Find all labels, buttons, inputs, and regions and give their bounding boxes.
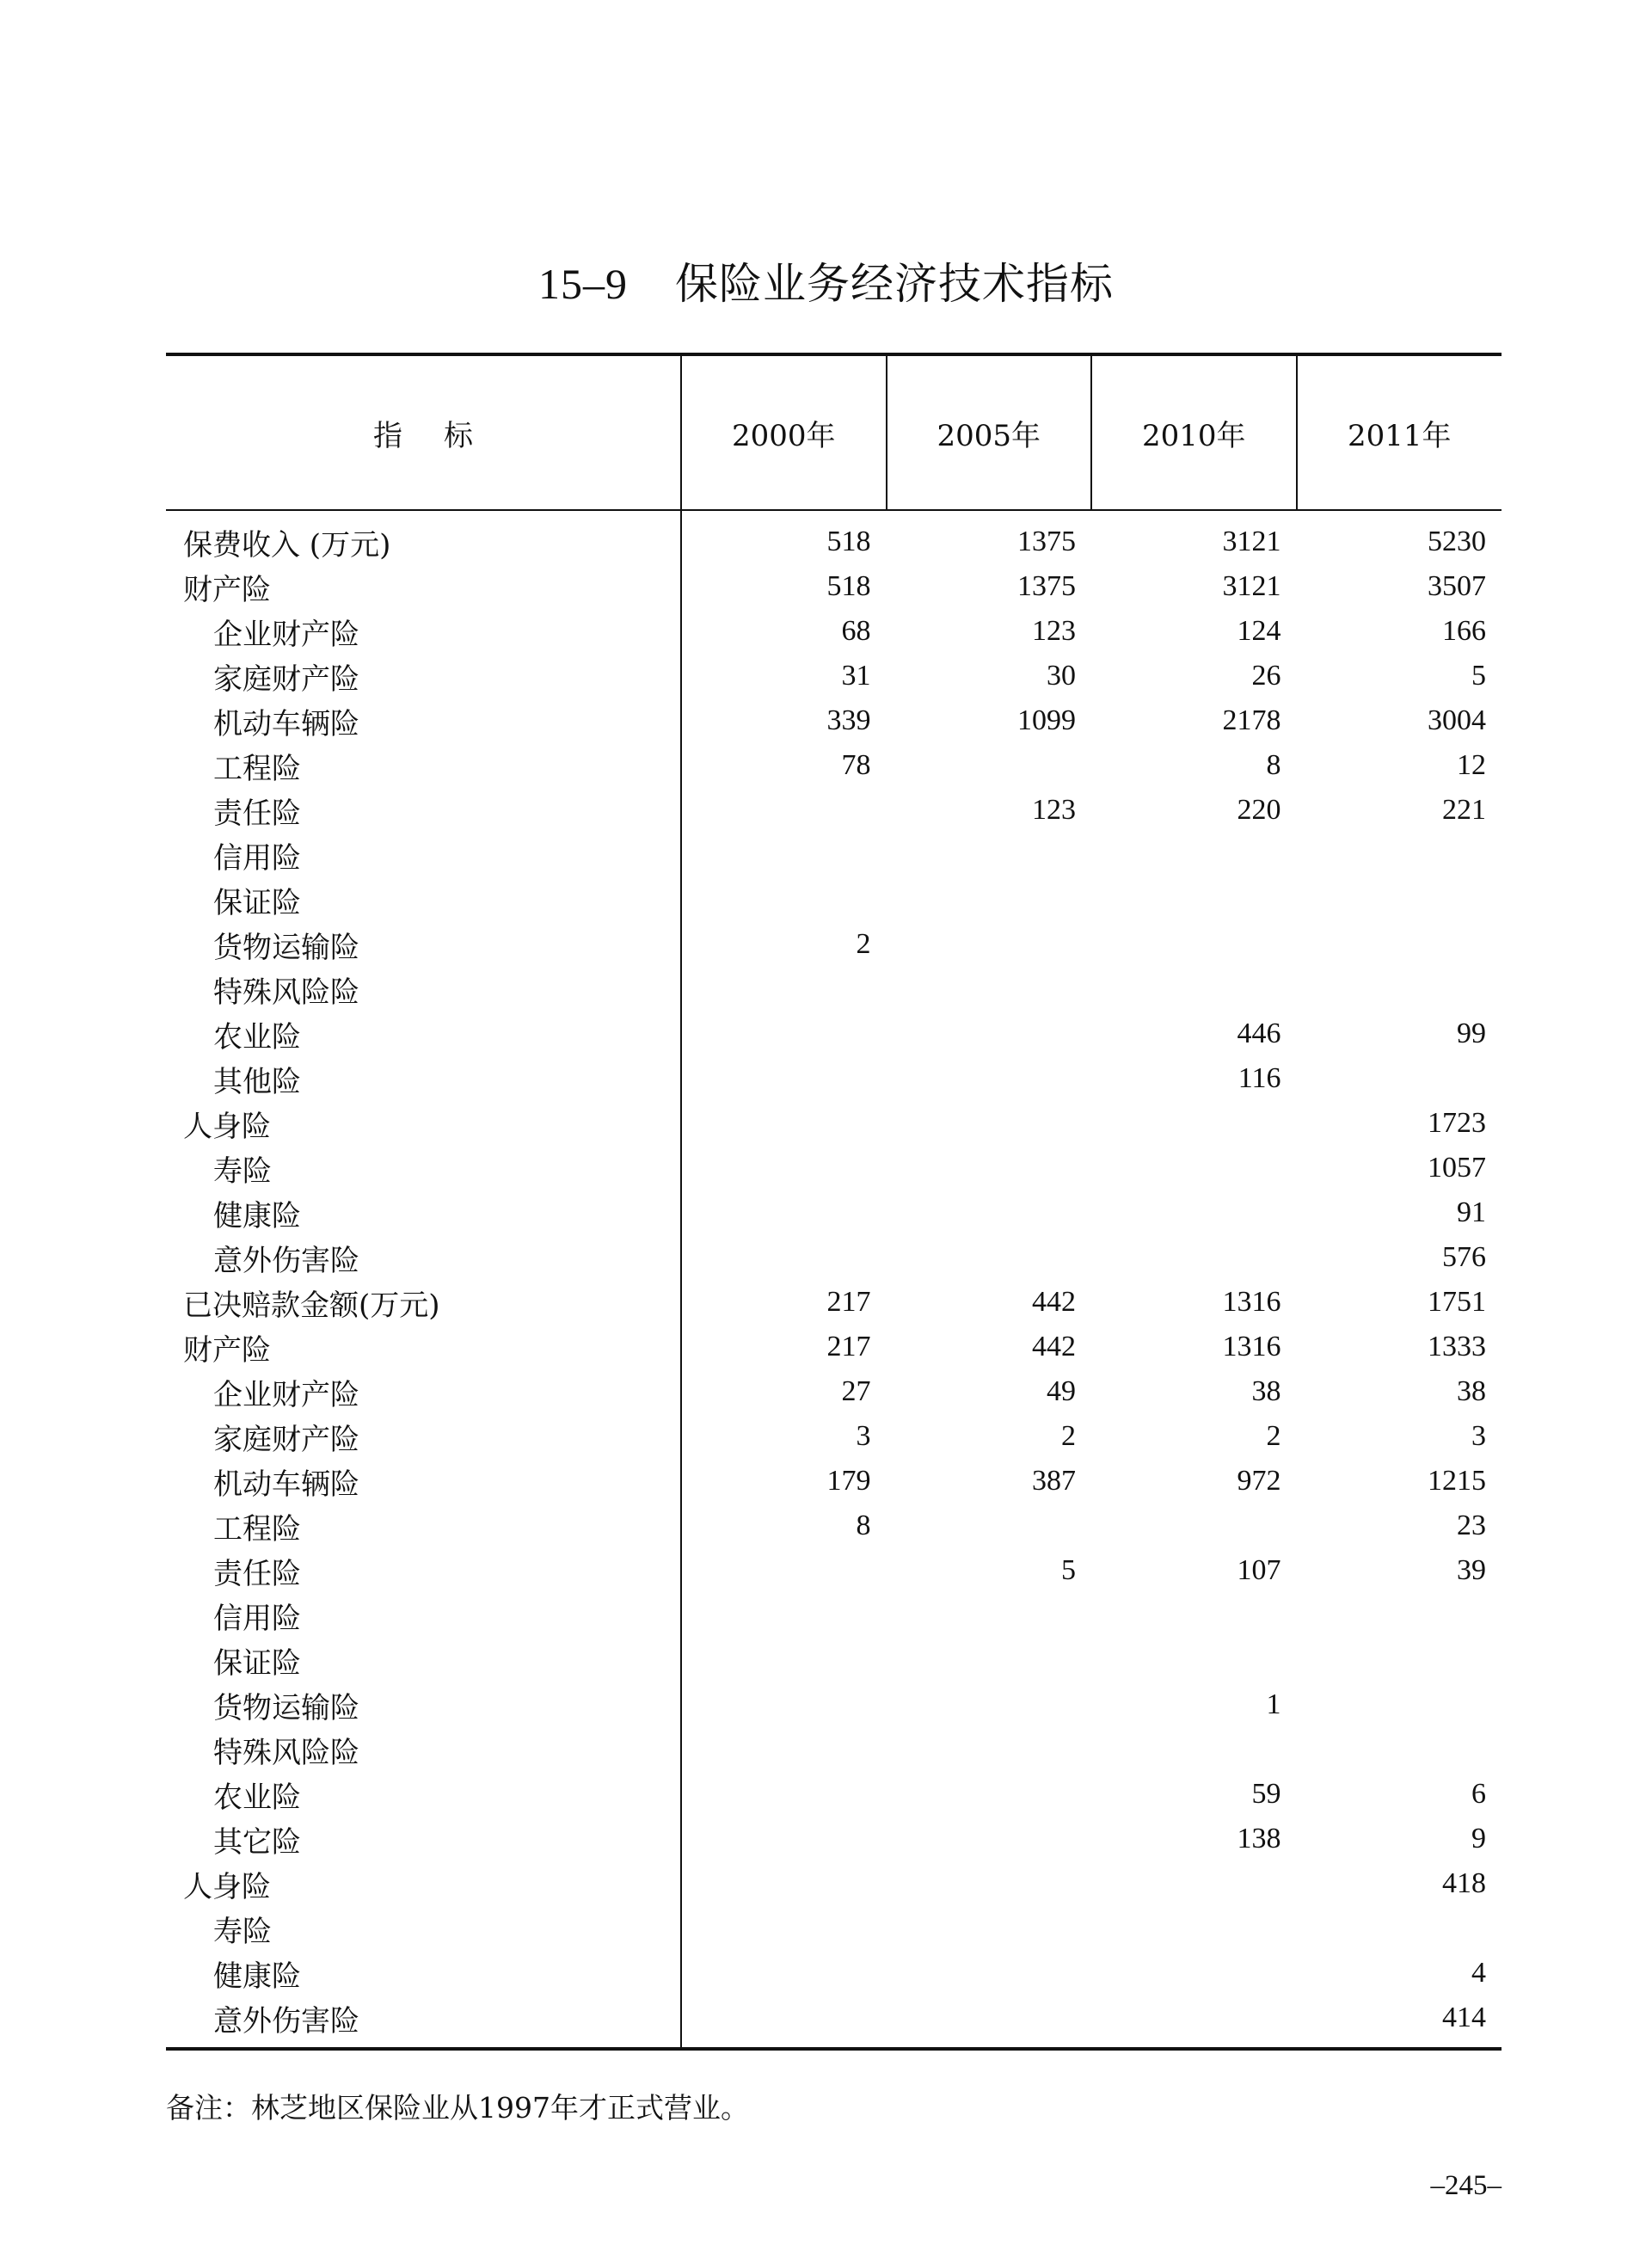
table-cell: [681, 1548, 887, 1593]
table-cell: [887, 1593, 1092, 1638]
table-cell: [1091, 1906, 1297, 1951]
table-cell: 1215: [1428, 1465, 1486, 1497]
table-cell: 414: [1442, 2002, 1486, 2033]
table-cell: [1091, 1996, 1297, 2049]
row-label: 农业险: [213, 1019, 301, 1055]
row-label: 其它险: [213, 1824, 301, 1860]
row-label: 企业财产险: [213, 1377, 359, 1412]
table-cell: 27: [681, 1369, 887, 1414]
table-row: [166, 510, 1502, 564]
table-cell: [887, 1996, 1092, 2049]
table-row: [166, 654, 1502, 698]
table-cell: [681, 877, 887, 922]
table-cell: [1297, 1638, 1502, 1682]
table-cell: 2: [1061, 1420, 1076, 1452]
table-cell: 3: [1471, 1420, 1486, 1452]
table-row: [166, 1682, 1502, 1727]
header-year-2010: 2010年: [1091, 354, 1297, 510]
table-cell: [681, 1727, 887, 1772]
table-row: [166, 1414, 1502, 1459]
table-cell: 12: [1457, 749, 1486, 781]
table-row: [166, 1772, 1502, 1817]
table-cell: 99: [1457, 1018, 1486, 1049]
table-cell: [681, 1101, 887, 1146]
table-cell: [1091, 1861, 1297, 1906]
table-cell: [681, 1682, 887, 1727]
row-label: 货物运输险: [213, 1690, 359, 1725]
table-cell: 446: [1237, 1018, 1281, 1049]
table-cell: 30: [1047, 660, 1076, 692]
table-cell: [887, 1056, 1092, 1101]
table-cell: 1751: [1428, 1286, 1486, 1318]
table-row: [166, 743, 1502, 788]
table-cell: 442: [1032, 1286, 1076, 1318]
header-indicator: 指标: [166, 354, 681, 510]
table-cell: 3: [681, 1414, 887, 1459]
table-cell: [1297, 1593, 1502, 1638]
row-label: 健康险: [213, 1959, 301, 1994]
table-cell: [1297, 967, 1502, 1012]
table-row: [166, 833, 1502, 877]
table-cell: [1297, 1906, 1502, 1951]
table-cell: [1091, 1727, 1297, 1772]
table-cell: 123: [1032, 794, 1076, 826]
table-cell: 124: [1237, 615, 1281, 647]
table-cell: [887, 1861, 1092, 1906]
table-cell: [681, 1996, 887, 2049]
table-cell: 38: [1457, 1375, 1486, 1407]
table-row: [166, 1280, 1502, 1325]
table-row: [166, 1548, 1502, 1593]
table-cell: 387: [1032, 1465, 1076, 1497]
table-row: [166, 1817, 1502, 1861]
table-cell: 123: [1032, 615, 1076, 647]
row-label: 其他险: [213, 1064, 301, 1099]
table-row: [166, 1056, 1502, 1101]
table-cell: 972: [1237, 1465, 1281, 1497]
table-row: [166, 1012, 1502, 1056]
table-cell: [1297, 877, 1502, 922]
table-cell: 418: [1442, 1867, 1486, 1899]
table-cell: 107: [1237, 1554, 1281, 1586]
row-label: 意外伤害险: [213, 2003, 359, 2039]
row-label: 家庭财产险: [213, 661, 359, 697]
table-cell: 5: [1471, 660, 1486, 692]
table-cell: [1091, 922, 1297, 967]
table-cell: [1091, 877, 1297, 922]
table-cell: 221: [1442, 794, 1486, 826]
row-label: 财产险: [183, 1332, 271, 1368]
table-row: [166, 1996, 1502, 2049]
table-cell: [1091, 967, 1297, 1012]
table-cell: [1091, 1951, 1297, 1996]
header-year-2000: 2000年: [681, 354, 887, 510]
table-cell: [681, 1951, 887, 1996]
table-cell: 91: [1457, 1196, 1486, 1228]
row-label: 人身险: [183, 1109, 271, 1144]
table-cell: [1297, 922, 1502, 967]
table-cell: 2178: [1222, 704, 1281, 736]
row-label: 人身险: [183, 1869, 271, 1904]
table-cell: [1091, 1146, 1297, 1190]
table-cell: 3507: [1428, 570, 1486, 602]
table-row: [166, 877, 1502, 922]
row-label: 机动车辆险: [213, 1467, 359, 1502]
table-row: [166, 1504, 1502, 1548]
row-label: 机动车辆险: [213, 706, 359, 741]
table-cell: [681, 1593, 887, 1638]
header-year-2005: 2005年: [887, 354, 1092, 510]
row-label: 特殊风险险: [213, 975, 359, 1010]
row-label: 已决赔款金额(万元): [183, 1288, 440, 1323]
table-cell: 442: [1032, 1331, 1076, 1362]
table-cell: 1316: [1222, 1331, 1281, 1362]
footnote: 备注：林芝地区保险业从1997年才正式营业。: [166, 2091, 749, 2125]
table-cell: 68: [681, 609, 887, 654]
table-cell: [681, 967, 887, 1012]
table-cell: 59: [1251, 1778, 1281, 1810]
row-label: 寿险: [213, 1153, 272, 1189]
table-cell: [1297, 1727, 1502, 1772]
table-row: [166, 788, 1502, 833]
table-cell: 3121: [1222, 570, 1281, 602]
row-label: 信用险: [213, 1601, 301, 1636]
table-cell: [887, 967, 1092, 1012]
table-row: [166, 1459, 1502, 1504]
table-cell: [681, 1772, 887, 1817]
table-cell: 9: [1471, 1823, 1486, 1854]
table-cell: 49: [1047, 1375, 1076, 1407]
table-cell: 23: [1457, 1510, 1486, 1541]
table-cell: [1091, 1593, 1297, 1638]
table-row: [166, 1325, 1502, 1369]
table-row: [166, 564, 1502, 609]
row-label: 农业险: [213, 1780, 301, 1815]
row-label: 财产险: [183, 572, 271, 607]
table-row: [166, 1190, 1502, 1235]
table-cell: 1375: [1017, 526, 1076, 557]
row-label: 保费收入 (万元): [183, 527, 391, 563]
table-row: [166, 1593, 1502, 1638]
table-cell: 138: [1237, 1823, 1281, 1854]
table-cell: [1091, 1504, 1297, 1548]
table-cell: [887, 922, 1092, 967]
row-label: 货物运输险: [213, 930, 359, 965]
table-cell: [681, 1906, 887, 1951]
statistics-table: [166, 353, 1502, 2051]
table-cell: 5: [1061, 1554, 1076, 1586]
table-cell: [1091, 833, 1297, 877]
table-cell: 1723: [1428, 1107, 1486, 1139]
table-cell: 217: [681, 1325, 887, 1369]
table-row: [166, 609, 1502, 654]
table-cell: 576: [1442, 1241, 1486, 1273]
table-cell: 3004: [1428, 704, 1486, 736]
table-row: [166, 1146, 1502, 1190]
table-row: [166, 1369, 1502, 1414]
table-cell: [681, 788, 887, 833]
row-label: 信用险: [213, 840, 301, 876]
table-cell: 26: [1251, 660, 1281, 692]
table-cell: [1297, 1056, 1502, 1101]
table-cell: 1057: [1428, 1152, 1486, 1184]
table-cell: [887, 1504, 1092, 1548]
table-cell: 3121: [1222, 526, 1281, 557]
table-cell: [887, 833, 1092, 877]
table-cell: [681, 1235, 887, 1280]
table-row: [166, 698, 1502, 743]
table-cell: 39: [1457, 1554, 1486, 1586]
table-cell: 166: [1442, 615, 1486, 647]
table-row: [166, 1951, 1502, 1996]
table-cell: 179: [681, 1459, 887, 1504]
table-cell: [1091, 1190, 1297, 1235]
row-label: 保证险: [213, 885, 301, 920]
page-title: [0, 249, 1652, 311]
table-cell: [887, 1817, 1092, 1861]
table-cell: 116: [1237, 1062, 1281, 1094]
table-cell: 5230: [1428, 526, 1486, 557]
table-cell: [1091, 1638, 1297, 1682]
table-cell: [887, 1727, 1092, 1772]
row-label: 特殊风险险: [213, 1735, 359, 1770]
table-cell: 217: [681, 1280, 887, 1325]
table-header-row: [166, 354, 1502, 510]
table-cell: [681, 1817, 887, 1861]
table-cell: [1297, 1682, 1502, 1727]
table-cell: [681, 1861, 887, 1906]
row-label: 工程险: [213, 751, 301, 786]
table-cell: 38: [1251, 1375, 1281, 1407]
table-cell: [887, 743, 1092, 788]
table-cell: 518: [681, 510, 887, 564]
table-row: [166, 922, 1502, 967]
table-cell: [1297, 833, 1502, 877]
header-year-2011: 2011年: [1297, 354, 1502, 510]
table-row: [166, 1235, 1502, 1280]
row-label: 家庭财产险: [213, 1422, 359, 1457]
page-number: –245–: [1430, 2170, 1502, 2201]
table-row: [166, 1638, 1502, 1682]
table-cell: [887, 1235, 1092, 1280]
table-cell: [681, 1638, 887, 1682]
table-cell: 220: [1237, 794, 1281, 826]
table-row: [166, 967, 1502, 1012]
table-title: 保险业务经济技术指标: [675, 259, 1114, 309]
table-cell: [887, 1951, 1092, 1996]
table-cell: 2: [681, 922, 887, 967]
table-cell: 78: [681, 743, 887, 788]
table-cell: 8: [681, 1504, 887, 1548]
table-cell: 339: [681, 698, 887, 743]
table-cell: [681, 1146, 887, 1190]
table-cell: [887, 1146, 1092, 1190]
table-cell: [681, 833, 887, 877]
table-cell: [887, 1772, 1092, 1817]
table-cell: 8: [1266, 749, 1281, 781]
table-body: [166, 510, 1502, 2049]
table-cell: [681, 1012, 887, 1056]
table-number: 15–9: [538, 260, 628, 308]
row-label: 保证险: [213, 1645, 301, 1681]
table-cell: [681, 1190, 887, 1235]
row-label: 健康险: [213, 1198, 301, 1233]
table-row: [166, 1101, 1502, 1146]
table-cell: [1091, 1101, 1297, 1146]
table-cell: 1375: [1017, 570, 1076, 602]
table-cell: [887, 1638, 1092, 1682]
row-label: 责任险: [213, 796, 301, 831]
table-cell: 1: [1266, 1688, 1281, 1720]
table-cell: 2: [1266, 1420, 1281, 1452]
table-cell: 1316: [1222, 1286, 1281, 1318]
table-cell: [681, 1056, 887, 1101]
table-cell: [887, 877, 1092, 922]
row-label: 工程险: [213, 1511, 301, 1547]
table-cell: [887, 1101, 1092, 1146]
table-cell: 518: [681, 564, 887, 609]
row-label: 企业财产险: [213, 617, 359, 652]
table-cell: [1091, 1235, 1297, 1280]
table-cell: 1099: [1017, 704, 1076, 736]
table-row: [166, 1906, 1502, 1951]
table-cell: [887, 1906, 1092, 1951]
table-cell: [887, 1012, 1092, 1056]
row-label: 意外伤害险: [213, 1243, 359, 1278]
row-label: 寿险: [213, 1914, 272, 1949]
table-cell: 6: [1471, 1778, 1486, 1810]
table-cell: [887, 1190, 1092, 1235]
table-cell: 31: [681, 654, 887, 698]
table-row: [166, 1727, 1502, 1772]
row-label: 责任险: [213, 1556, 301, 1591]
table-cell: 1333: [1428, 1331, 1486, 1362]
table-row: [166, 1861, 1502, 1906]
table-cell: [887, 1682, 1092, 1727]
table-cell: 4: [1471, 1957, 1486, 1989]
